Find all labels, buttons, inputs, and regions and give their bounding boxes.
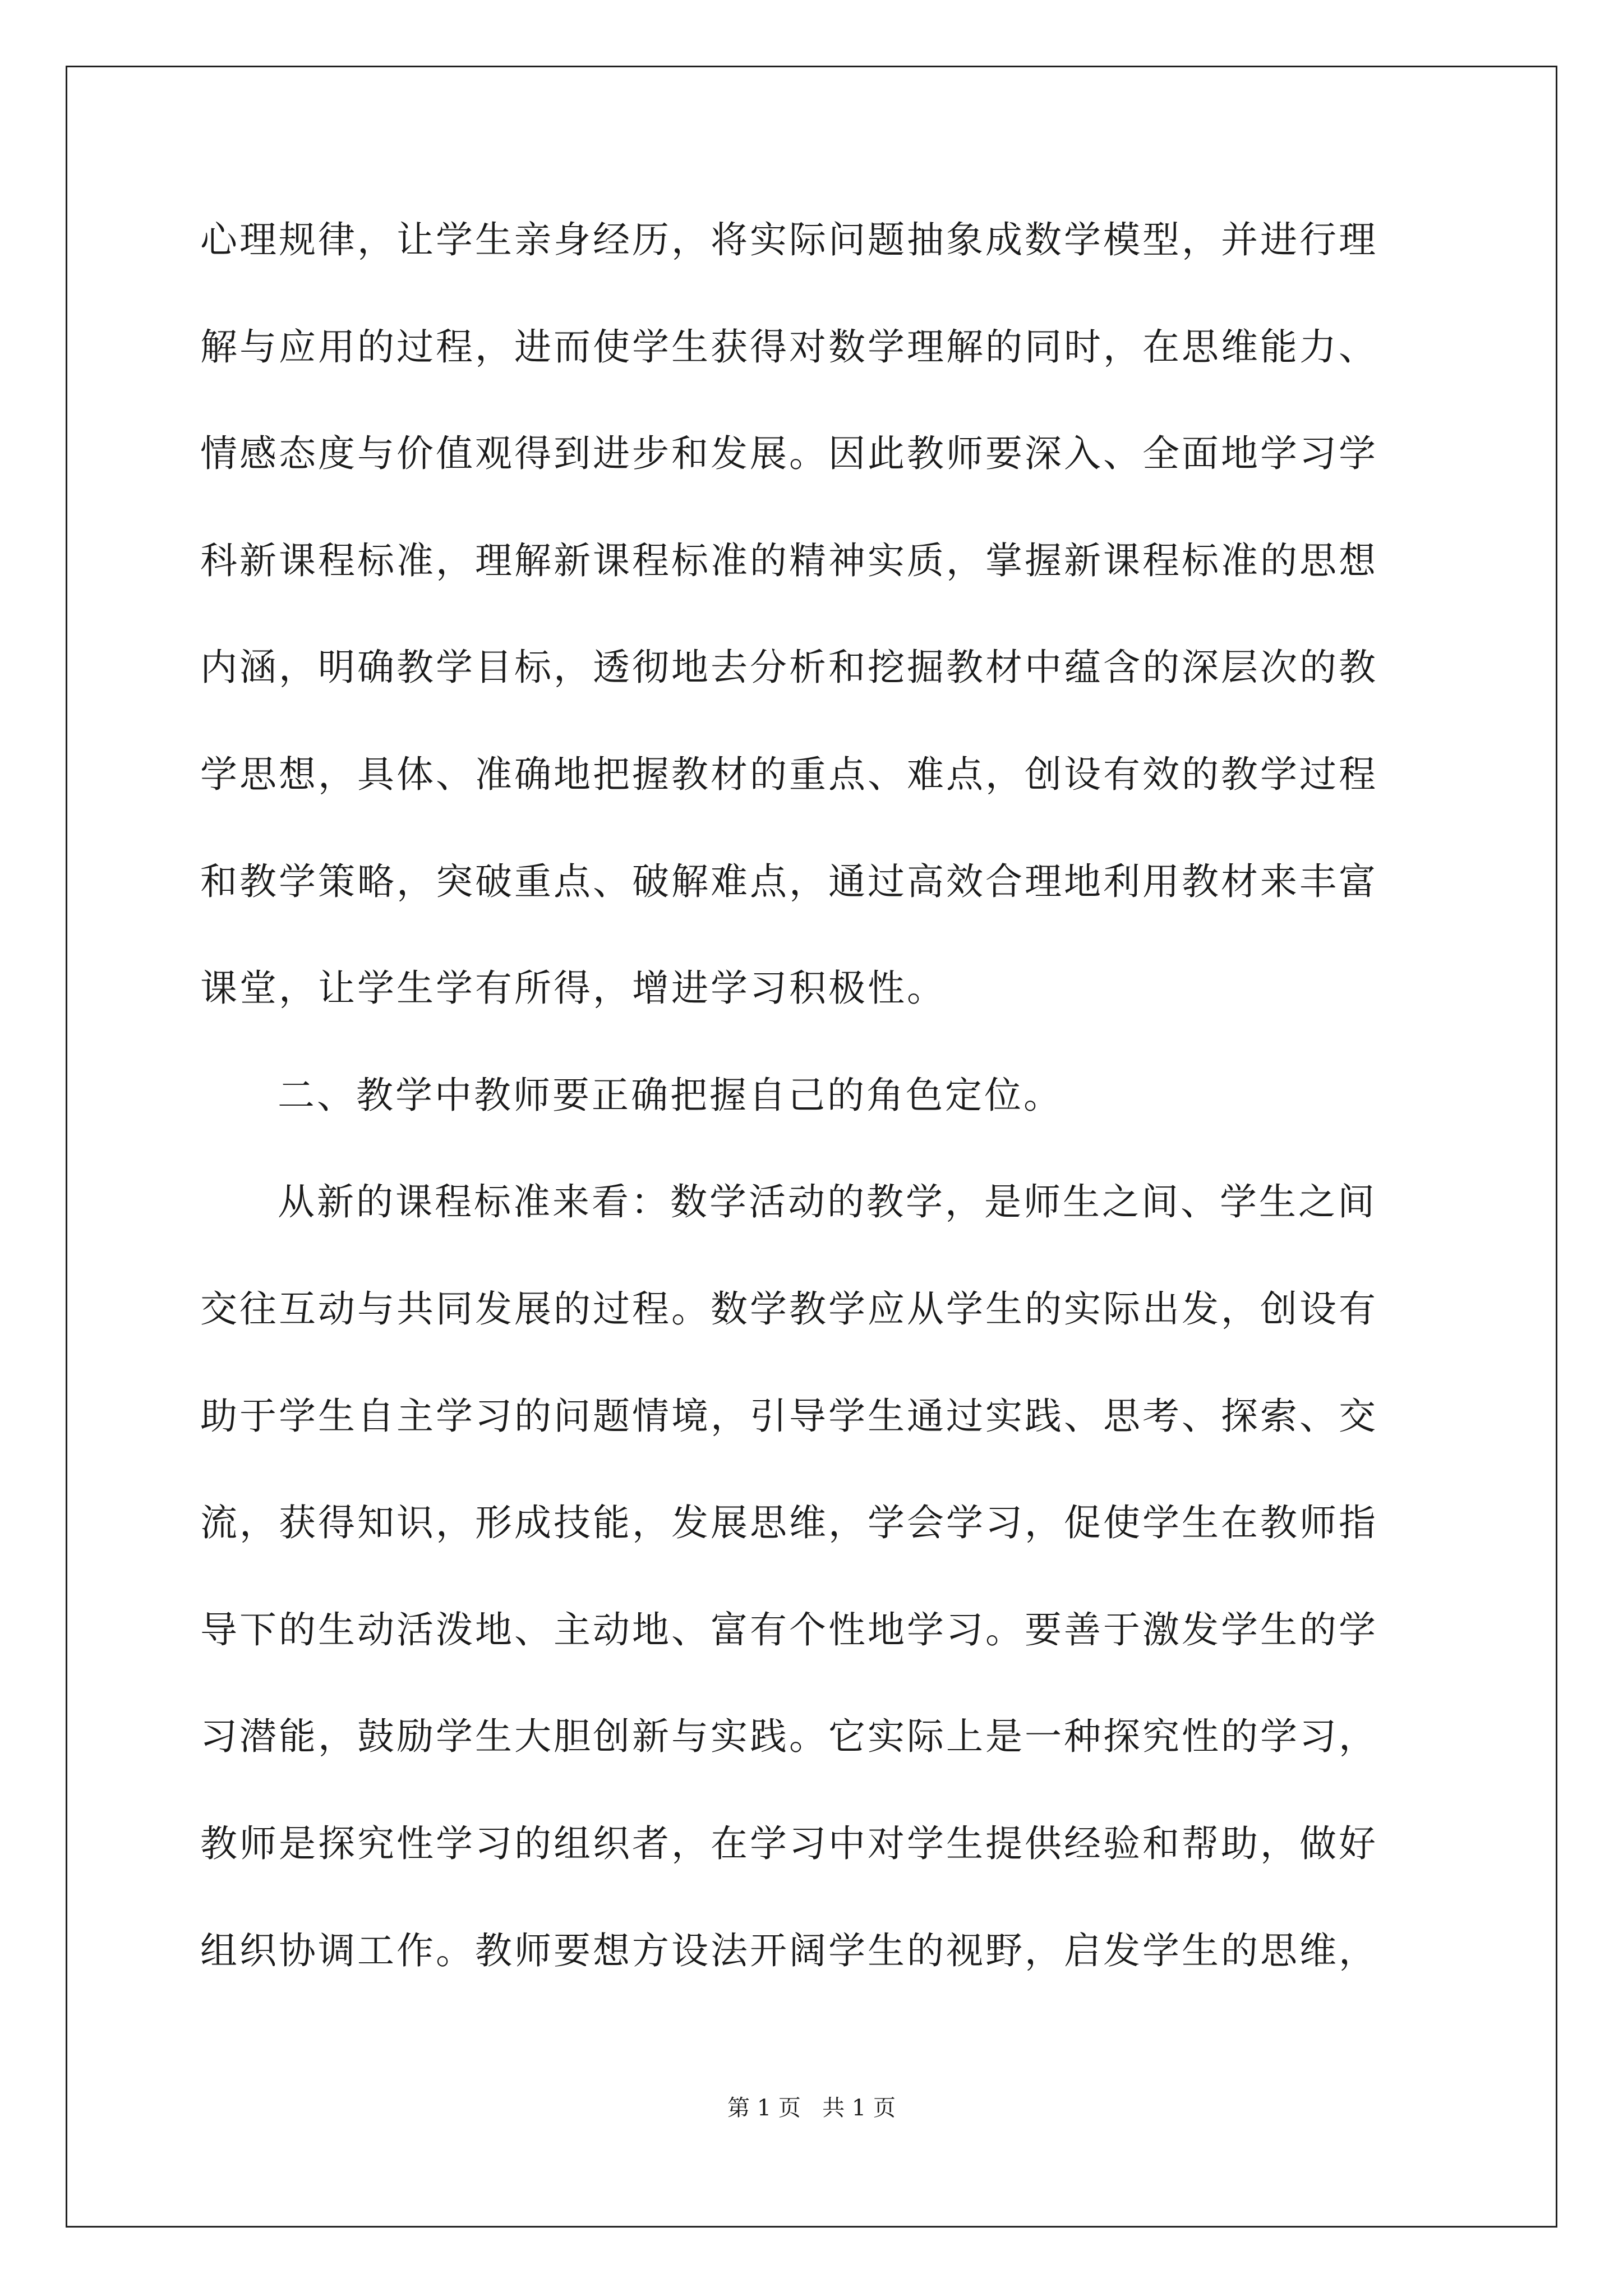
text-line: 组织协调工作。教师要想方设法开阔学生的视野，启发学生的思维， <box>200 1929 1378 1972</box>
text-line: 导下的生动活泼地、主动地、富有个性地学习。要善于激发学生的学 <box>200 1608 1378 1651</box>
paragraph-first-line: 从新的课程标准来看：数学活动的教学，是师生之间、学生之间 <box>278 1180 1377 1224</box>
text-line: 和教学策略，突破重点、破解难点，通过高效合理地利用教材来丰富 <box>200 859 1378 903</box>
text-line: 习潜能，鼓励学生大胆创新与实践。它实际上是一种探究性的学习， <box>200 1715 1378 1759</box>
text-line: 学思想，具体、准确地把握教材的重点、难点，创设有效的教学过程 <box>200 752 1378 796</box>
text-line: 助于学生自主学习的问题情境，引导学生通过实践、思考、探索、交 <box>200 1394 1378 1438</box>
text-line: 内涵，明确教学目标，透彻地去分析和挖掘教材中蕴含的深层次的教 <box>200 646 1378 689</box>
text-line: 解与应用的过程，进而使学生获得对数学理解的同时，在思维能力、 <box>200 325 1378 369</box>
text-line: 教师是探究性学习的组织者，在学习中对学生提供经验和帮助，做好 <box>200 1821 1378 1865</box>
text-line: 科新课程标准，理解新课程标准的精神实质，掌握新课程标准的思想 <box>200 539 1378 582</box>
text-line: 流，获得知识，形成技能，发展思维，学会学习，促使学生在教师指 <box>200 1501 1378 1545</box>
text-line: 情感态度与价值观得到进步和发展。因此教师要深入、全面地学习学 <box>200 432 1378 476</box>
text-line: 交往互动与共同发展的过程。数学教学应从学生的实际出发，创设有 <box>200 1287 1378 1331</box>
document-body <box>200 218 1428 2039</box>
section-heading: 二、教学中教师要正确把握自己的角色定位。 <box>278 1073 1063 1117</box>
text-line: 课堂，让学生学有所得，增进学习积极性。 <box>200 967 946 1010</box>
page-footer: 第 1 页 共 1 页 <box>727 2095 896 2121</box>
text-line: 心理规律，让学生亲身经历，将实际问题抽象成数学模型，并进行理 <box>200 218 1378 261</box>
